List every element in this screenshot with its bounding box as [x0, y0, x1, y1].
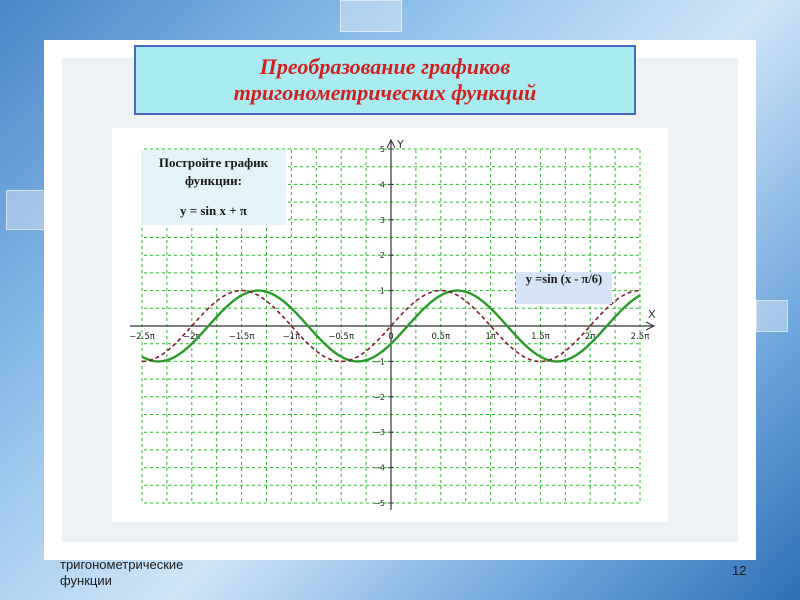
task-line-1: Постройте график [158, 155, 269, 170]
y-tick-label: 1 [379, 286, 385, 296]
x-tick-label: −1.5π [228, 332, 255, 342]
footer-text: тригонометрические функции [60, 557, 184, 588]
background-square [340, 0, 402, 32]
title-line-1: Преобразование графиков [259, 54, 511, 79]
x-tick-label: 1π [485, 332, 496, 342]
y-axis-label: Y [397, 138, 404, 151]
y-tick-label: −4 [373, 463, 385, 473]
slide-title [134, 45, 636, 115]
title-line-2: тригонометрических функций [233, 80, 537, 105]
x-tick-label: 2π [584, 332, 596, 342]
y-tick-label: 2 [379, 251, 385, 261]
x-tick-label: 2.5π [630, 332, 650, 342]
x-tick-label: 0 [388, 332, 394, 342]
x-axis-label: X [648, 308, 656, 321]
y-tick-label: −2 [373, 392, 385, 402]
x-tick-label: −1π [282, 332, 301, 342]
y-tick-label: 5 [379, 145, 385, 154]
x-tick-label: −2.5π [129, 332, 155, 342]
slide-number: 12 [732, 563, 747, 578]
x-tick-label: 0.5π [431, 332, 451, 342]
background-square [6, 190, 46, 230]
x-tick-label: −2π [182, 332, 201, 342]
background-square [756, 300, 788, 332]
x-tick-label: 1.5π [531, 332, 550, 342]
task-box [141, 150, 286, 225]
y-tick-label: −5 [373, 499, 385, 508]
y-tick-label: 3 [379, 215, 385, 225]
y-tick-label: −1 [373, 357, 385, 367]
x-tick-label: −0.5π [328, 332, 355, 342]
y-tick-label: 4 [379, 180, 385, 190]
task-line-2: функции: [185, 173, 242, 188]
y-tick-label: −3 [373, 428, 385, 438]
task-formula: y = sin x + π [179, 203, 248, 218]
series-label: y =sin (x - π/6) [516, 272, 612, 304]
